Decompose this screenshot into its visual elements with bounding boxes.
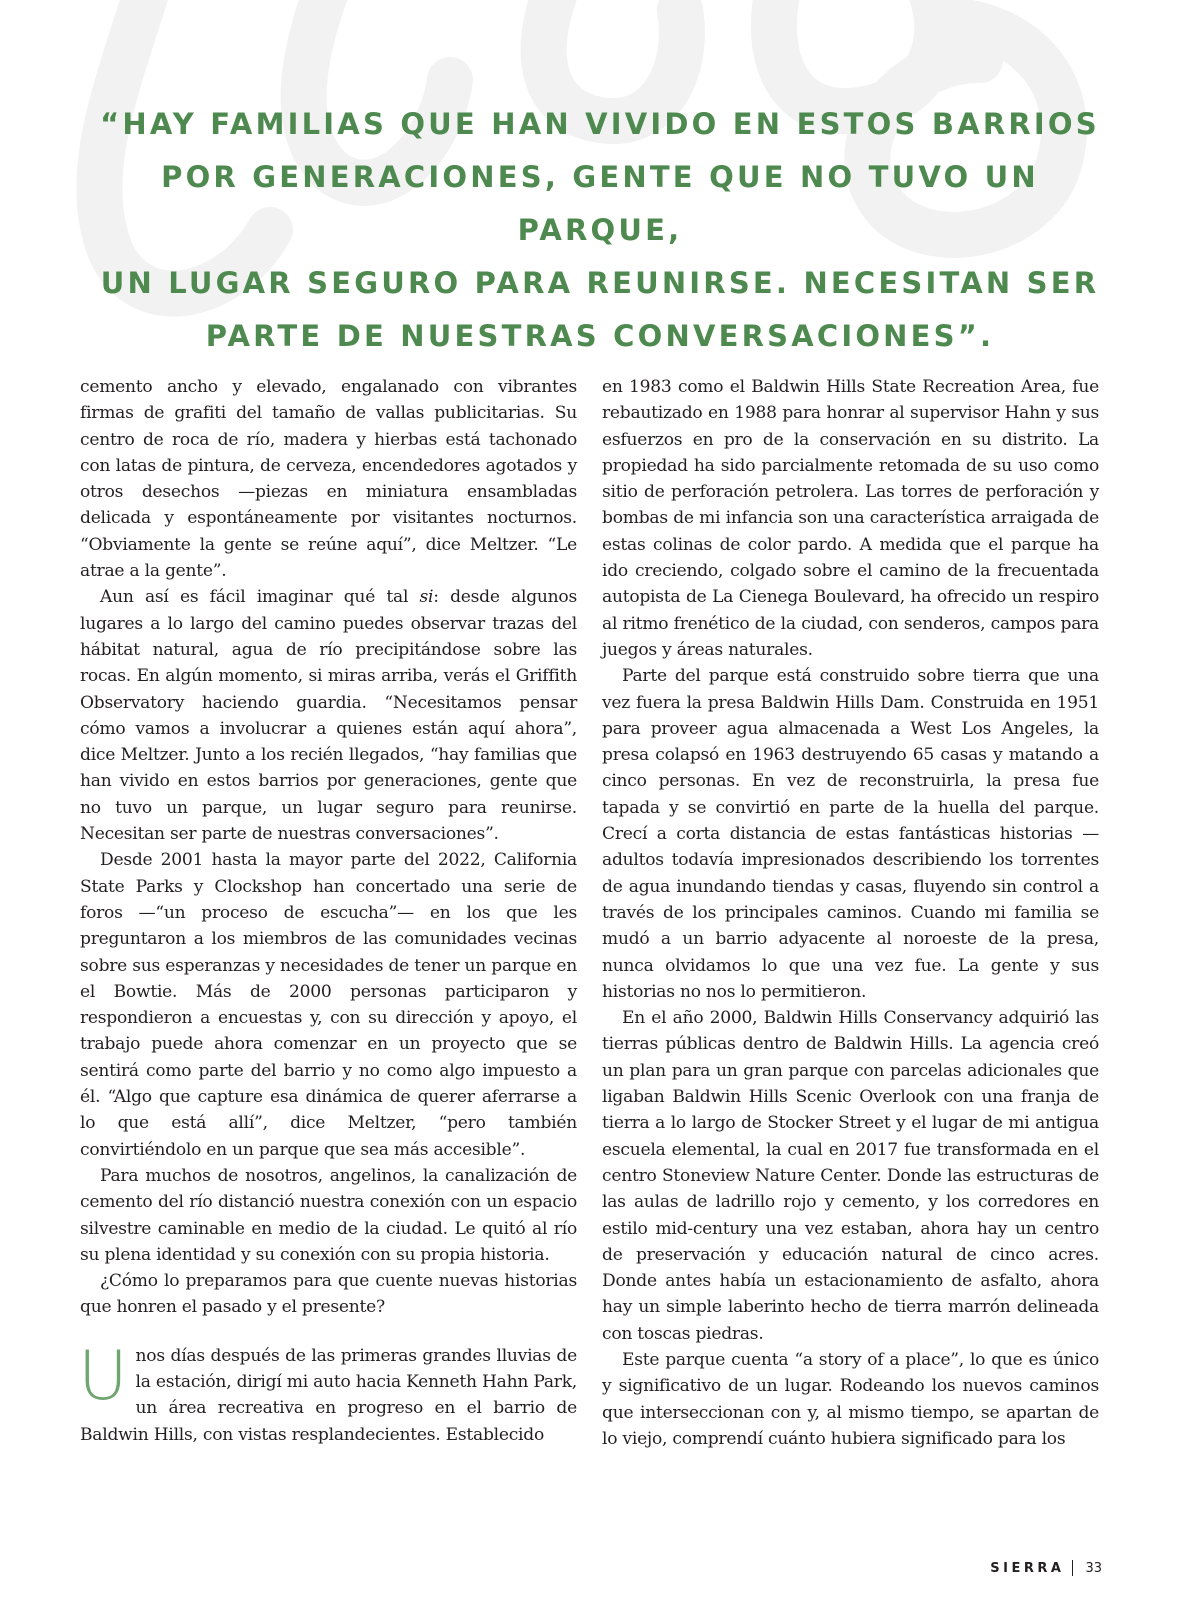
magazine-name: SIERRA: [990, 1560, 1065, 1576]
page-number: 33: [1085, 1560, 1102, 1576]
paragraph: [80, 584, 577, 847]
paragraph: Desde 2001 hasta la mayor parte del 2022, California State Parks y Clockshop han concertado una serie de foros —“un proceso de escucha”— en los que les preguntaron a los miembros de las comunidades vecinas sobre sus esperanzas y necesidades de tener un parque en el Bowtie. Más de 2000 personas participaron y respondieron a encuestas y, con su dirección y apoyo, el trabajo puede ahora comenzar en un proyecto que se sentirá como parte del barrio y no como algo impuesto a él. “Algo que capture esa dinámica de querer aferrarse a lo que está allí”, dice Meltzer, “pero también convirtiéndolo en un parque que sea más accesible”.: [80, 850, 577, 1160]
paragraph-text: Aun así es fácil imaginar qué tal: [100, 587, 420, 608]
pull-quote: [95, 98, 1105, 363]
paragraph: Parte del parque está construido sobre tierra que una vez fuera la presa Baldwin Hills Dam. Construida en 1951 para proveer agua almacenada a West Los Angeles, la presa colapsó en 1963 destruyendo 65 casas y matando a cinco personas. En vez de reconstruirla, la presa fue tapada y se convirtió en parte de la huella del parque. Crecí a corta distancia de estas fantásticas historias —adultos todavía impresionados describiendo los torrentes de agua inundando tiendas y casas, fluyendo sin control a través de los principales caminos. Cuando mi familia se mudó a un barrio adyacente al noroeste de la presa, nunca olvidamos lo que una vez fue. La gente y sus historias no nos lo permitieron.: [602, 666, 1099, 1002]
paragraph: En el año 2000, Baldwin Hills Conservancy adquirió las tierras públicas dentro de Baldwin Hills. La agencia creó un plan para un gran parque con parcelas adicionales que ligaban Baldwin Hills Scenic Overlook con una franja de tierra a lo largo de Stocker Street y el lugar de mi antigua escuela elemental, la cual en 2017 fue transformada en el centro Stoneview Nature Center. Donde las estructuras de las aulas de ladrillo rojo y cemento, y los corredores en estilo mid-century una vez estaban, ahora hay un centro de preservación y educación natural de cinco acres. Donde antes había un estacionamiento de asfalto, ahora hay un simple laberinto hecho de tierra marrón delineada con toscas piedras.: [602, 1008, 1099, 1344]
paragraph: Este parque cuenta “a story of a place”, lo que es único y significativo de un lugar. Rodeando los nuevos caminos que interseccionan con y, al mismo tiempo, se apartan de lo viejo, comprendí cuánto hubiera significado para los: [602, 1349, 1099, 1449]
paragraph-text: nos días después de las primeras grandes lluvias de la estación, dirigí mi auto hacia Kenneth Hahn Park, un área recreativa en progreso en el barrio de Baldwin Hills, con vistas resplandecientes. Establecido: [80, 1345, 577, 1445]
paragraph: Para muchos de nosotros, angelinos, la canalización de cemento del río distanció nuestra conexión con un espacio silvestre caminable en medio de la ciudad. Le quitó al río su plena identidad y su conexión con su propia historia.: [80, 1165, 577, 1265]
paragraph-text: : desde algunos lugares a lo largo del camino puedes observar trazas del hábitat natural, agua de río precipitándose sobre las rocas. En algún momento, si miras arriba, verás el Griffith Observatory haciendo guardia. “Necesitamos pensar cómo vamos a involucrar a quienes están aquí ahora”, dice Meltzer. Junto a los recién llegados, “hay familias que han vivido en estos barrios por generaciones, gente que no tuvo un parque, un lugar seguro para reunirse. Necesitan ser parte de nuestras conversaciones”.: [80, 587, 577, 845]
pull-quote-line: PARTE DE NUESTRAS CONVERSACIONES”.: [205, 319, 995, 353]
left-column: [80, 374, 577, 1448]
footer-divider: [1072, 1560, 1073, 1576]
page-footer: [990, 1560, 1102, 1576]
emphasis-word: si: [419, 587, 434, 608]
right-column: [602, 374, 1099, 1452]
paragraph: cemento ancho y elevado, engalanado con vibrantes firmas de grafiti del tamaño de vallas publicitarias. Su centro de roca de río, madera y hierbas está tachonado con latas de pintura, de cerveza, encendedores agotados y otros desechos —piezas en miniatura ensambladas delicada y espontáneamente por visitantes nocturnos. “Obviamente la gente se reúne aquí”, dice Meltzer. “Le atrae a la gente”.: [80, 377, 577, 582]
pull-quote-line: UN LUGAR SEGURO PARA REUNIRSE. NECESITAN SER: [100, 266, 1100, 300]
pull-quote-line: “HAY FAMILIAS QUE HAN VIVIDO EN ESTOS BARRIOS: [100, 107, 1100, 141]
dropcap-paragraph: [78, 1336, 577, 1448]
pull-quote-line: POR GENERACIONES, GENTE QUE NO TUVO UN PARQUE,: [161, 160, 1039, 247]
drop-cap: U: [78, 1336, 128, 1416]
paragraph: ¿Cómo lo preparamos para que cuente nuevas historias que honren el pasado y el presente?: [80, 1271, 577, 1318]
paragraph: en 1983 como el Baldwin Hills State Recreation Area, fue rebautizado en 1988 para honrar al supervisor Hahn y sus esfuerzos en pro de la conservación en su distrito. La propiedad ha sido parcialmente retomada de su uso como sitio de perforación petrolera. Las torres de perforación y bombas de mi infancia son una característica arraigada de estas colinas de color pardo. A medida que el parque ha ido creciendo, colgado sobre el camino de la frecuentada autopista de La Cienega Boulevard, ha ofrecido un respiro al ritmo frenético de la ciudad, con senderos, campos para juegos y áreas naturales.: [602, 377, 1099, 660]
